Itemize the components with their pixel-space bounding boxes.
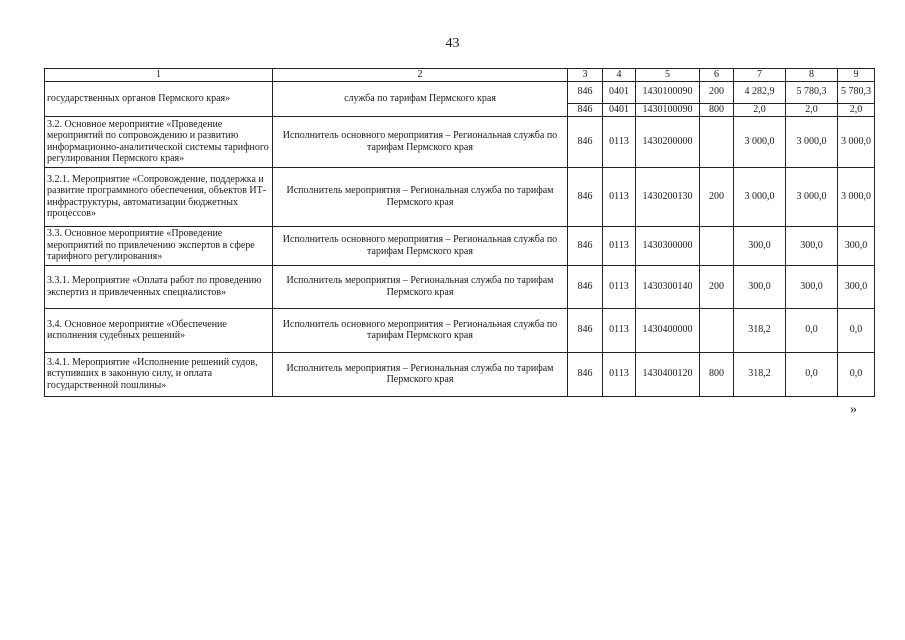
row-c3-cell: 846: [568, 226, 603, 265]
row-c6-cell: [700, 308, 734, 352]
row-executor-cell: служба по тарифам Пермского края: [273, 81, 568, 116]
row-c8-cell: 0,0: [786, 308, 838, 352]
row-c4-cell: 0113: [603, 265, 636, 308]
row-c5-cell: 1430100090: [636, 81, 700, 103]
column-header: 9: [838, 69, 875, 82]
row-c5-cell: 1430400000: [636, 308, 700, 352]
row-name-cell: 3.4. Основное мероприятие «Обеспечение исполнения судебных решений»: [45, 308, 273, 352]
row-name-cell: 3.3.1. Мероприятие «Оплата работ по проведению экспертиз и привлеченных специалистов»: [45, 265, 273, 308]
row-name-cell: 3.4.1. Мероприятие «Исполнение решений судов, вступивших в законную силу, и оплата государственной пошлины»: [45, 352, 273, 396]
row-c4-cell: 0113: [603, 167, 636, 226]
row-c6-cell: 800: [700, 352, 734, 396]
column-header: 4: [603, 69, 636, 82]
row-c4-cell: 0113: [603, 352, 636, 396]
row-c8-cell: 0,0: [786, 352, 838, 396]
row-c9-cell: 0,0: [838, 352, 875, 396]
row-c7-cell: 4 282,9: [734, 81, 786, 103]
row-c4-cell: 0401: [603, 81, 636, 103]
column-header: 3: [568, 69, 603, 82]
column-header: 5: [636, 69, 700, 82]
row-c9-cell: 2,0: [838, 103, 875, 116]
row-c9-cell: 3 000,0: [838, 116, 875, 167]
row-c9-cell: 300,0: [838, 226, 875, 265]
row-c4-cell: 0113: [603, 308, 636, 352]
row-name-cell: 3.2.1. Мероприятие «Сопровождение, поддержка и развитие программного обеспечения, объектов ИТ-инфраструктуры, автоматизации бюджетных процессов»: [45, 167, 273, 226]
column-header: 2: [273, 69, 568, 82]
row-c5-cell: 1430200130: [636, 167, 700, 226]
row-c7-cell: 300,0: [734, 226, 786, 265]
row-name-cell: 3.3. Основное мероприятие «Проведение мероприятий по привлечению экспертов в сфере тарифного регулирования»: [45, 226, 273, 265]
row-c4-cell: 0113: [603, 116, 636, 167]
row-c6-cell: 200: [700, 81, 734, 103]
row-c6-cell: 200: [700, 265, 734, 308]
row-c7-cell: 2,0: [734, 103, 786, 116]
row-executor-cell: Исполнитель мероприятия – Региональная служба по тарифам Пермского края: [273, 167, 568, 226]
row-c9-cell: 300,0: [838, 265, 875, 308]
table-row: [45, 167, 875, 226]
row-c6-cell: [700, 226, 734, 265]
row-c3-cell: 846: [568, 167, 603, 226]
row-name-cell: 3.2. Основное мероприятие «Проведение мероприятий по сопровождению и развитию информационно-аналитической системы тарифного регулирования Пермского края»: [45, 116, 273, 167]
row-c3-cell: 846: [568, 265, 603, 308]
row-c5-cell: 1430400120: [636, 352, 700, 396]
row-c9-cell: 0,0: [838, 308, 875, 352]
closing-quote-mark: »: [850, 402, 857, 417]
row-c3-cell: 846: [568, 352, 603, 396]
row-c8-cell: 5 780,3: [786, 81, 838, 103]
row-c5-cell: 1430300000: [636, 226, 700, 265]
table-row: [45, 352, 875, 396]
header-row: [45, 69, 875, 82]
row-c8-cell: 3 000,0: [786, 167, 838, 226]
column-header: 8: [786, 69, 838, 82]
row-c7-cell: 318,2: [734, 308, 786, 352]
row-c8-cell: 3 000,0: [786, 116, 838, 167]
row-c6-cell: 800: [700, 103, 734, 116]
table-row: [45, 116, 875, 167]
column-header: 6: [700, 69, 734, 82]
row-c9-cell: 5 780,3: [838, 81, 875, 103]
row-c5-cell: 1430300140: [636, 265, 700, 308]
row-c3-cell: 846: [568, 81, 603, 103]
table-row: [45, 81, 875, 103]
budget-table: [44, 68, 875, 397]
row-c8-cell: 2,0: [786, 103, 838, 116]
page-number: 43: [445, 36, 460, 51]
row-c4-cell: 0401: [603, 103, 636, 116]
row-c5-cell: 1430100090: [636, 103, 700, 116]
row-c7-cell: 300,0: [734, 265, 786, 308]
row-c8-cell: 300,0: [786, 265, 838, 308]
row-executor-cell: Исполнитель основного мероприятия – Региональная служба по тарифам Пермского края: [273, 308, 568, 352]
table-row: [45, 265, 875, 308]
row-c3-cell: 846: [568, 103, 603, 116]
row-executor-cell: Исполнитель мероприятия – Региональная служба по тарифам Пермского края: [273, 265, 568, 308]
row-c6-cell: [700, 116, 734, 167]
row-c9-cell: 3 000,0: [838, 167, 875, 226]
row-c3-cell: 846: [568, 116, 603, 167]
table-row: [45, 308, 875, 352]
row-c4-cell: 0113: [603, 226, 636, 265]
row-name-cell: государственных органов Пермского края»: [45, 81, 273, 116]
row-c3-cell: 846: [568, 308, 603, 352]
row-c8-cell: 300,0: [786, 226, 838, 265]
row-c6-cell: 200: [700, 167, 734, 226]
row-executor-cell: Исполнитель основного мероприятия – Региональная служба по тарифам Пермского края: [273, 226, 568, 265]
row-c7-cell: 3 000,0: [734, 116, 786, 167]
row-c7-cell: 3 000,0: [734, 167, 786, 226]
column-header: 1: [45, 69, 273, 82]
row-c7-cell: 318,2: [734, 352, 786, 396]
row-executor-cell: Исполнитель основного мероприятия – Региональная служба по тарифам Пермского края: [273, 116, 568, 167]
row-c5-cell: 1430200000: [636, 116, 700, 167]
row-executor-cell: Исполнитель мероприятия – Региональная служба по тарифам Пермского края: [273, 352, 568, 396]
table-row: [45, 226, 875, 265]
column-header: 7: [734, 69, 786, 82]
